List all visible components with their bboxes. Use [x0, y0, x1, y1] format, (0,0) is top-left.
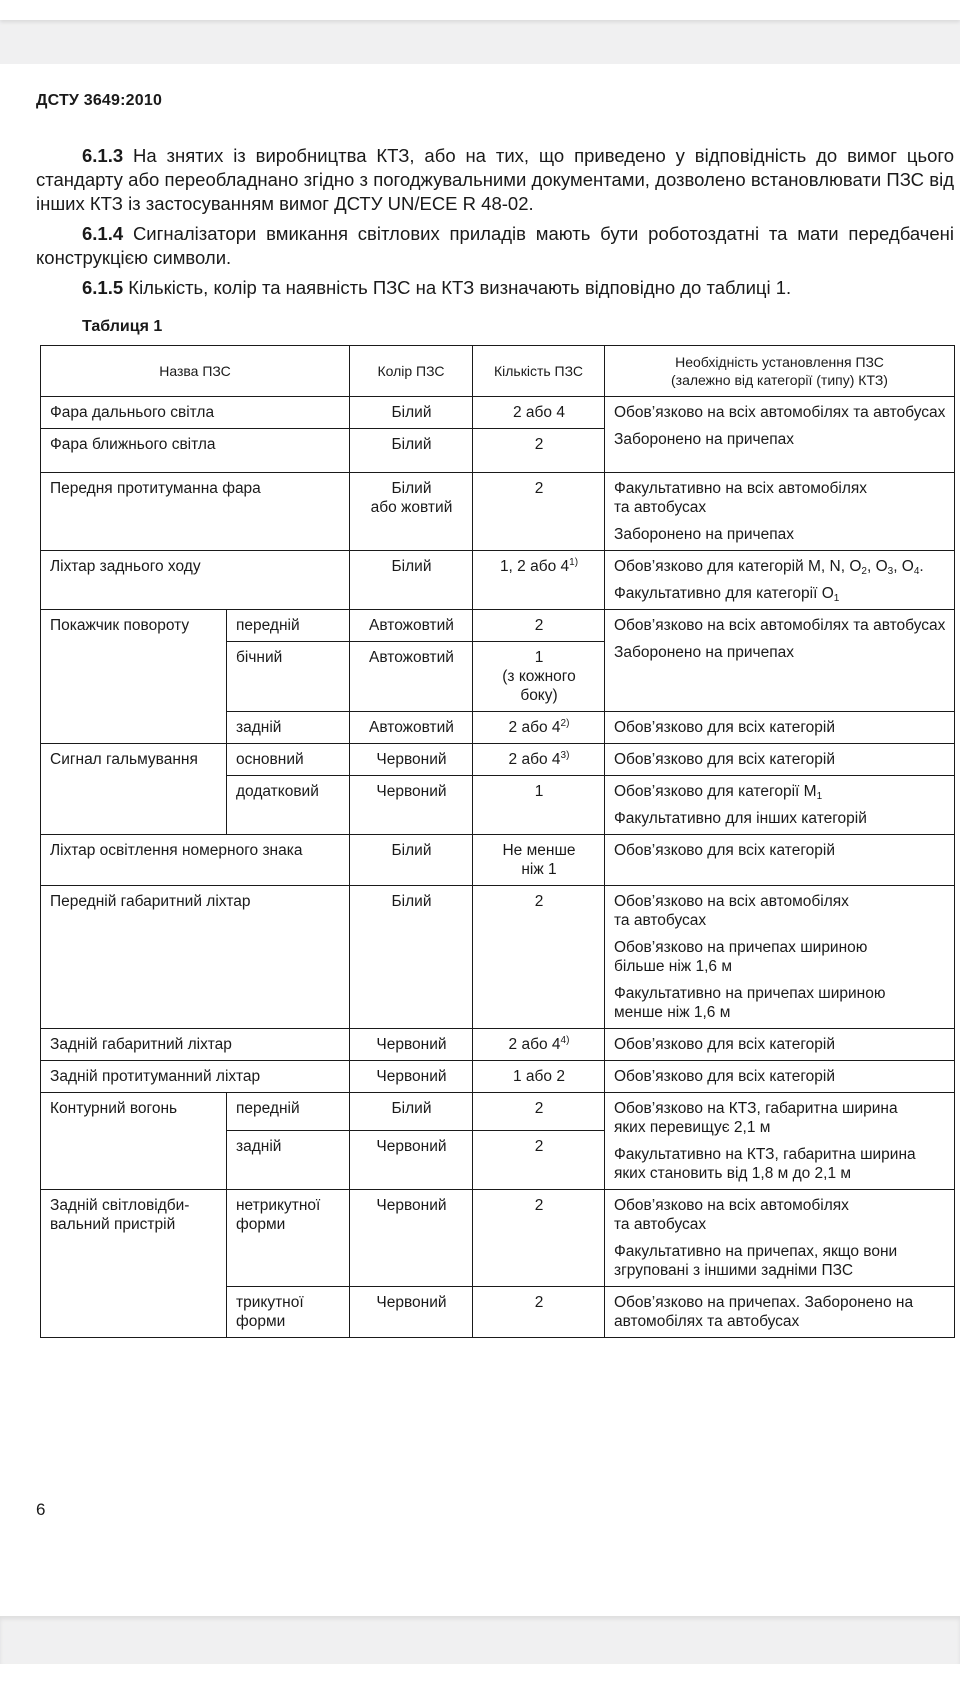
paragraph-text: Кількість, колір та наявність ПЗС на КТЗ визначають відповідно до таблиці 1.	[128, 277, 792, 298]
paragraph-number: 6.1.3	[82, 145, 124, 166]
device-name: Передня протитуманна фара	[41, 473, 350, 551]
device-color: Білий	[350, 429, 473, 473]
table-row	[41, 744, 955, 776]
header-requirement	[605, 346, 955, 397]
requirement-line: Обов’язково на всіх автомобілях та автобусах	[614, 404, 946, 421]
device-requirement	[605, 610, 955, 712]
header-count: Кількість ПЗС	[473, 346, 605, 397]
color-line: Білий	[391, 480, 432, 497]
device-name: Передній габаритний ліхтар	[41, 886, 350, 1029]
device-count	[473, 551, 605, 610]
requirement-line: яких перевищує 2,1 м	[614, 1119, 771, 1136]
device-requirement	[605, 1093, 955, 1190]
device-subtype	[227, 1287, 350, 1338]
requirement-line: Обов’язково для категорії $M_1$	[614, 783, 823, 802]
device-subtype: додатковий	[227, 776, 350, 835]
requirement-line: Факультативно на всіх автомобілях	[614, 480, 868, 497]
table-row	[41, 473, 955, 551]
device-color: Білий	[350, 397, 473, 429]
device-count: 2	[473, 1093, 605, 1131]
requirement-line: Факультативно на КТЗ, габаритна ширина	[614, 1146, 916, 1163]
requirement-line: Обов’язково на КТЗ, габаритна ширина	[614, 1100, 898, 1117]
device-requirement: Обов’язково для всіх категорій	[605, 1029, 955, 1061]
requirement-line: Обов’язково для категорій M, N, $O_2$, $O_3$, $O_4$.	[614, 558, 924, 577]
requirement-line: Обов’язково на причепах. Заборонено на	[614, 1294, 914, 1311]
footnote-mark: 1)	[569, 557, 579, 568]
device-requirement	[605, 551, 955, 610]
device-subtype: бічний	[227, 642, 350, 712]
device-requirement: Обов’язково для всіх категорій	[605, 744, 955, 776]
device-requirement	[605, 1190, 955, 1287]
table-row	[41, 886, 955, 1029]
subtype-line: трикутної	[236, 1294, 304, 1311]
table-row	[41, 835, 955, 886]
header-requirement-line1: Необхідність установлення ПЗС	[675, 354, 884, 370]
requirement-line: Обов’язково на причепах шириною	[614, 939, 868, 956]
device-color: Білий	[350, 551, 473, 610]
device-subtype: задній	[227, 712, 350, 744]
requirement-line: менше ніж 1,6 м	[614, 1004, 731, 1021]
device-subtype	[227, 1190, 350, 1287]
device-color: Білий	[350, 886, 473, 1029]
table-header-row	[41, 346, 955, 397]
header-requirement-line2: (залежно від категорії (типу) КТЗ)	[671, 372, 888, 388]
device-count: 2	[473, 1190, 605, 1287]
paragraph-text: На знятих із виробництва КТЗ, або на тих, що приведено у відповідність до вимог цього стандарту або переобладнано згідно з погоджувальними документами, дозволено встановлювати ПЗС від інших КТЗ із застосуванням вимог ДСТУ UN/ECE R 48-02.	[36, 145, 955, 214]
device-count	[473, 712, 605, 744]
footnote-mark: 2)	[560, 718, 570, 729]
table-row	[41, 551, 955, 610]
device-name: Фара дальнього світла	[41, 397, 350, 429]
count-value: 2 або 4	[508, 719, 561, 736]
device-count: 2	[473, 1131, 605, 1190]
device-requirement	[605, 397, 955, 473]
device-name: Сигнал гальмування	[41, 744, 227, 835]
requirement-line: автомобілях та автобусах	[614, 1313, 800, 1330]
requirement-line: Факультативно на причепах, якщо вони	[614, 1243, 898, 1260]
device-subtype: основний	[227, 744, 350, 776]
viewer-gap-bottom	[0, 1616, 960, 1664]
device-count: 2	[473, 429, 605, 473]
device-count	[473, 744, 605, 776]
device-name: Фара ближнього світла	[41, 429, 350, 473]
count-line: 1	[534, 649, 544, 666]
count-value: 2 або 4	[508, 751, 561, 768]
requirement-line: Заборонено на причепах	[614, 644, 795, 661]
device-count: 2	[473, 886, 605, 1029]
requirement-line: згруповані з іншими задніми ПЗС	[614, 1262, 854, 1279]
paragraph-text: Сигналізатори вмикання світлових приладів мають бути роботоздатні та мати передбачені конструкцією символи.	[36, 223, 955, 268]
requirement-line: та автобусах	[614, 499, 707, 516]
subtype-line: форми	[236, 1216, 286, 1233]
device-color: Білий	[350, 835, 473, 886]
device-count: 2	[473, 610, 605, 642]
footnote-mark: 4)	[560, 1035, 570, 1046]
device-requirement	[605, 776, 955, 835]
paragraph-6-1-3	[36, 144, 954, 216]
color-line: або жовтий	[370, 499, 453, 516]
requirement-line: більше ніж 1,6 м	[614, 958, 732, 975]
requirement-line: Обов’язково на всіх автомобілях та автобусах	[614, 617, 946, 634]
device-name: Задній протитуманний ліхтар	[41, 1061, 350, 1093]
requirement-line: Факультативно на причепах шириною	[614, 985, 886, 1002]
name-line: вальний пристрій	[50, 1216, 176, 1233]
header-color: Колір ПЗС	[350, 346, 473, 397]
document-header: ДСТУ 3649:2010	[36, 92, 163, 109]
name-line: Задній світловідби-	[50, 1197, 190, 1214]
subtype-line: нетрикутної	[236, 1197, 321, 1214]
table-row	[41, 610, 955, 642]
requirement-line: Заборонено на причепах	[614, 431, 795, 448]
device-count: 1 або 2	[473, 1061, 605, 1093]
device-requirement: Обов’язково для всіх категорій	[605, 835, 955, 886]
count-line: (з кожного	[502, 668, 576, 685]
device-color: Червоний	[350, 1029, 473, 1061]
footnote-mark: 3)	[560, 750, 570, 761]
device-color: Червоний	[350, 1131, 473, 1190]
requirement-line: та автобусах	[614, 1216, 707, 1233]
device-count	[473, 642, 605, 712]
table-row	[41, 1190, 955, 1287]
count-line: боку)	[520, 687, 558, 704]
table-row	[41, 397, 955, 429]
count-line: Не менше	[502, 842, 576, 859]
device-color: Автожовтий	[350, 610, 473, 642]
requirement-line: Обов’язково на всіх автомобілях	[614, 893, 849, 910]
table-row	[41, 1029, 955, 1061]
requirement-line: Заборонено на причепах	[614, 526, 795, 543]
device-count	[473, 835, 605, 886]
device-name: Покажчик повороту	[41, 610, 227, 744]
device-requirement: Обов’язково для всіх категорій	[605, 1061, 955, 1093]
device-count: 2	[473, 473, 605, 551]
device-subtype: задній	[227, 1131, 350, 1190]
device-requirement: Обов’язково для всіх категорій	[605, 712, 955, 744]
device-color: Червоний	[350, 776, 473, 835]
device-name: Ліхтар освітлення номерного знака	[41, 835, 350, 886]
device-requirement	[605, 473, 955, 551]
requirement-line: Факультативно для категорії $O_1$	[614, 585, 840, 604]
paragraph-6-1-4	[36, 222, 954, 270]
device-color: Білий	[350, 1093, 473, 1131]
page-number: 6	[36, 1500, 46, 1519]
device-subtype: передній	[227, 610, 350, 642]
device-color: Червоний	[350, 1061, 473, 1093]
paragraph-number: 6.1.4	[82, 223, 124, 244]
paragraph-6-1-5	[36, 276, 954, 300]
device-name: Задній габаритний ліхтар	[41, 1029, 350, 1061]
device-count: 2	[473, 1287, 605, 1338]
device-color	[350, 473, 473, 551]
requirement-line: та автобусах	[614, 912, 707, 929]
device-count: 2 або 4	[473, 397, 605, 429]
subtype-line: форми	[236, 1313, 286, 1330]
device-count	[473, 1029, 605, 1061]
device-count: 1	[473, 776, 605, 835]
requirement-line: яких становить від 1,8 м до 2,1 м	[614, 1165, 852, 1182]
device-requirement	[605, 886, 955, 1029]
device-requirement	[605, 1287, 955, 1338]
count-value: 1, 2 або 4	[499, 558, 570, 575]
requirement-line: Факультативно для інших категорій	[614, 810, 867, 827]
device-name: Контурний вогонь	[41, 1093, 227, 1190]
table-row	[41, 1093, 955, 1131]
requirement-line: Обов’язково на всіх автомобілях	[614, 1197, 849, 1214]
count-line: ніж 1	[521, 861, 557, 878]
device-color: Червоний	[350, 744, 473, 776]
header-name: Назва ПЗС	[41, 346, 350, 397]
device-subtype: передній	[227, 1093, 350, 1131]
device-color: Автожовтий	[350, 712, 473, 744]
table-caption: Таблиця 1	[82, 318, 163, 335]
paragraph-number: 6.1.5	[82, 277, 124, 298]
device-name	[41, 1190, 227, 1338]
device-name: Ліхтар заднього ходу	[41, 551, 350, 610]
table-row	[41, 1061, 955, 1093]
device-color: Червоний	[350, 1287, 473, 1338]
lighting-devices-table	[40, 345, 955, 1338]
device-color: Червоний	[350, 1190, 473, 1287]
viewer-gap-top	[0, 0, 960, 64]
count-value: 2 або 4	[508, 1036, 561, 1053]
device-color: Автожовтий	[350, 642, 473, 712]
